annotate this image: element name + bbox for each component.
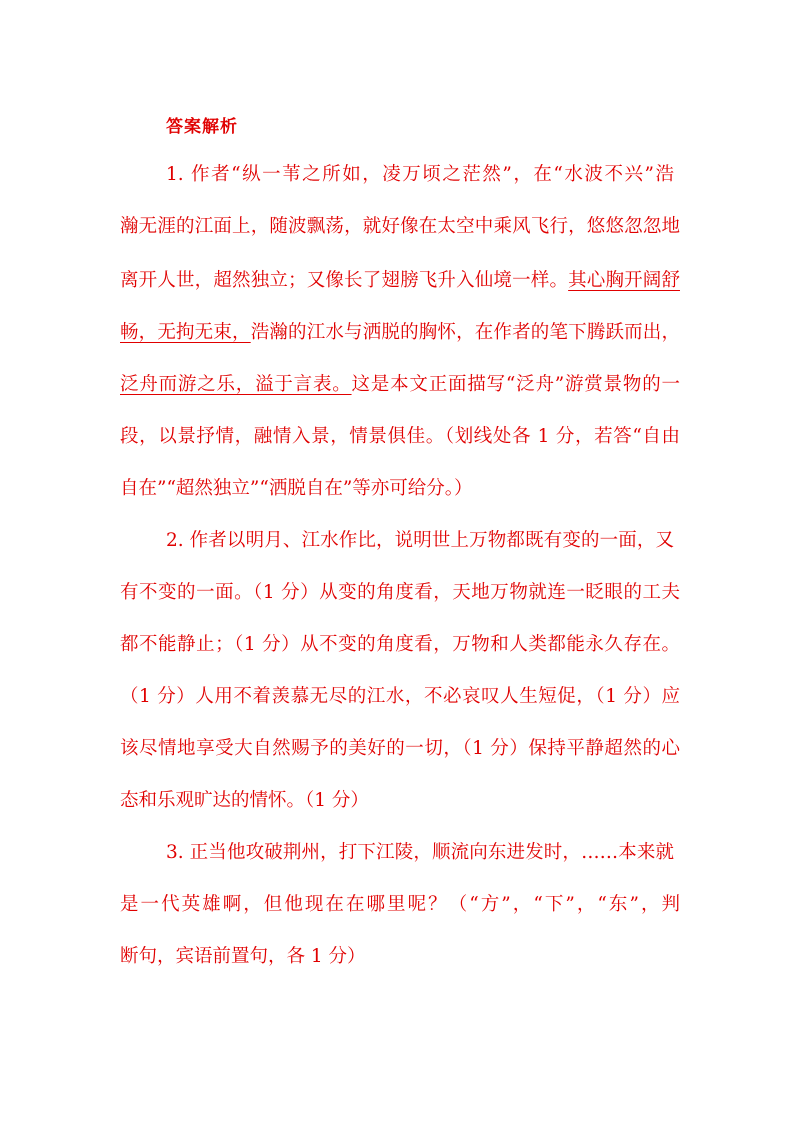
q2-line-1: 2. 作者以明月、江水作比，说明世上万物都既有变的一面，又 bbox=[166, 530, 674, 551]
q1-line-3-text: 离开人世，超然独立；又像长了翅膀飞升入仙境一样。 bbox=[120, 270, 569, 291]
q1-line-7: 自在”“超然独立”“洒脱自在”等亦可给分。） bbox=[120, 478, 473, 499]
q3-line-2: 是一代英雄啊，但他现在在哪里呢？（“方”，“下”，“东”，判 bbox=[120, 894, 680, 915]
q2-line-3: 都不能静止；（1 分）从不变的角度看，万物和人类都能永久存在。 bbox=[120, 634, 680, 655]
q1-underlined-answer-2: 泛舟而游之乐，溢于言表。 bbox=[120, 374, 352, 395]
q1-line-4-text: 浩瀚的江水与洒脱的胸怀，在作者的笔下腾跃而出， bbox=[250, 322, 680, 343]
q1-line-5 bbox=[120, 372, 680, 398]
q1-line-2: 瀚无涯的江面上，随波飘荡，就好像在太空中乘风飞行，悠悠忽忽地 bbox=[120, 216, 680, 237]
q2-line-6: 态和乐观旷达的情怀。（1 分） bbox=[120, 790, 369, 811]
q3-line-1: 3. 正当他攻破荆州，打下江陵，顺流向东进发时，……本来就 bbox=[166, 842, 674, 863]
q1-line-5-text: 这是本文正面描写“泛舟”游赏景物的一 bbox=[351, 374, 680, 395]
q2-line-4: （1 分）人用不着羡慕无尽的江水，不必哀叹人生短促，（1 分）应 bbox=[120, 686, 680, 707]
q1-line-6: 段，以景抒情，融情入景，情景俱佳。（划线处各 1 分，若答“自由 bbox=[120, 426, 680, 447]
q1-underlined-answer-1: 其心胸开阔舒 bbox=[568, 270, 680, 291]
q1-line-3 bbox=[120, 268, 680, 294]
q1-line-1: 1. 作者“纵一苇之所如，凌万顷之茫然”，在“水波不兴”浩 bbox=[166, 164, 674, 185]
q1-underlined-answer-1b: 畅，无拘无束， bbox=[120, 322, 251, 343]
q2-line-5: 该尽情地享受大自然赐予的美好的一切，（1 分）保持平静超然的心 bbox=[120, 738, 680, 759]
q2-line-2: 有不变的一面。（1 分）从变的角度看，天地万物就连一眨眼的工夫 bbox=[120, 582, 680, 603]
answer-analysis-title: 答案解析 bbox=[166, 117, 238, 137]
q1-line-4 bbox=[120, 320, 680, 346]
q3-line-3: 断句，宾语前置句，各 1 分） bbox=[120, 946, 366, 967]
